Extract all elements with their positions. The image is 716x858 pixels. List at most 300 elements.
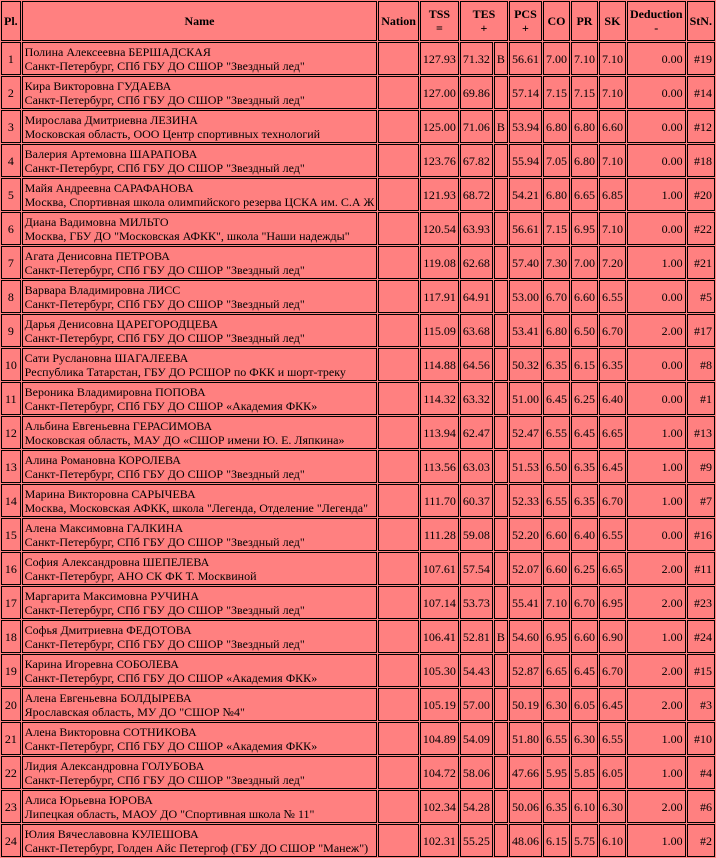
pr-cell: 6.70 [571, 586, 598, 619]
tss-cell: 107.14 [420, 586, 459, 619]
start-number-cell: #11 [687, 552, 715, 585]
deduction-cell: 1.00 [627, 178, 686, 211]
pcs-cell: 52.87 [509, 654, 542, 687]
tss-cell: 127.00 [420, 76, 459, 109]
start-number-cell: #23 [687, 586, 715, 619]
co-cell: 6.35 [543, 790, 570, 823]
pr-cell: 5.75 [571, 824, 598, 857]
tes-mark-cell [494, 790, 508, 823]
sk-cell: 6.30 [599, 790, 626, 823]
skater-club: Санкт-Петербург, СПб ГБУ ДО СШОР "Звездный лед" [24, 330, 305, 345]
deduction-cell: 0.00 [627, 212, 686, 245]
tes-cell: 57.54 [460, 552, 493, 585]
skater-club: Москва, Московская АФКК, школа "Легенда, Отделение "Легенда" [24, 500, 368, 515]
skater-club: Санкт-Петербург, СПб ГБУ ДО СШОР "Звездный лед" [24, 160, 305, 175]
skater-name: София Александровна ШЕПЕЛЕВА [24, 554, 210, 569]
skater-cell [22, 756, 378, 789]
table-row [1, 212, 715, 245]
pr-cell: 6.95 [571, 212, 598, 245]
skater-name: Лидия Александровна ГОЛУБОВА [24, 758, 205, 773]
skater-name: Диана Вадимовна МИЛЬТО [24, 214, 169, 229]
tes-cell: 58.06 [460, 756, 493, 789]
col-header-name: Name [22, 1, 378, 41]
pr-cell: 6.35 [571, 484, 598, 517]
nation-cell [378, 586, 419, 619]
sk-cell: 6.60 [599, 110, 626, 143]
tss-cell: 127.93 [420, 42, 459, 75]
skater-cell [22, 246, 378, 279]
tes-cell: 71.32 [460, 42, 493, 75]
skater-cell [22, 586, 378, 619]
tes-cell: 64.56 [460, 348, 493, 381]
col-header-pcs: PCS + [509, 1, 542, 41]
place-cell: 10 [1, 348, 21, 381]
skater-club: Санкт-Петербург, СПб ГБУ ДО СШОР "Звездный лед" [24, 772, 305, 787]
co-cell: 6.45 [543, 382, 570, 415]
co-cell: 6.80 [543, 314, 570, 347]
pcs-cell: 50.32 [509, 348, 542, 381]
skater-name: Алена Максимовна ГАЛКИНА [24, 520, 184, 535]
pcs-cell: 54.60 [509, 620, 542, 653]
results-body [1, 42, 715, 857]
deduction-cell: 0.00 [627, 42, 686, 75]
pr-cell: 6.50 [571, 314, 598, 347]
tes-mark-cell [494, 416, 508, 449]
sk-cell: 6.55 [599, 518, 626, 551]
tes-mark-cell [494, 450, 508, 483]
skater-club: Санкт-Петербург, СПб ГБУ ДО СШОР "Звездный лед" [24, 262, 305, 277]
deduction-cell: 1.00 [627, 824, 686, 857]
nation-cell [378, 790, 419, 823]
tss-cell: 107.61 [420, 552, 459, 585]
co-cell: 6.50 [543, 450, 570, 483]
tss-cell: 125.00 [420, 110, 459, 143]
tes-cell: 68.72 [460, 178, 493, 211]
sk-cell: 6.40 [599, 382, 626, 415]
co-cell: 6.65 [543, 654, 570, 687]
tes-mark-cell [494, 552, 508, 585]
table-row [1, 144, 715, 177]
table-row [1, 790, 715, 823]
tss-cell: 105.30 [420, 654, 459, 687]
pcs-cell: 53.00 [509, 280, 542, 313]
pcs-cell: 55.94 [509, 144, 542, 177]
table-row [1, 518, 715, 551]
skater-name: Карина Игоревна СОБОЛЕВА [24, 656, 179, 671]
pr-cell: 6.65 [571, 178, 598, 211]
tss-cell: 117.91 [420, 280, 459, 313]
start-number-cell: #18 [687, 144, 715, 177]
tes-cell: 53.73 [460, 586, 493, 619]
skater-cell [22, 76, 378, 109]
skater-cell [22, 620, 378, 653]
tes-cell: 54.43 [460, 654, 493, 687]
tss-cell: 119.08 [420, 246, 459, 279]
deduction-cell: 2.00 [627, 688, 686, 721]
tes-cell: 57.00 [460, 688, 493, 721]
deduction-cell: 0.00 [627, 144, 686, 177]
table-row [1, 246, 715, 279]
nation-cell [378, 178, 419, 211]
skater-club: Санкт-Петербург, СПб ГБУ ДО СШОР "Звездный лед" [24, 92, 305, 107]
skater-cell [22, 790, 378, 823]
skater-club: Московская область, МАУ ДО «СШОР имени Ю. Е. Ляпкина» [24, 432, 345, 447]
start-number-cell: #17 [687, 314, 715, 347]
start-number-cell: #4 [687, 756, 715, 789]
tes-mark-cell [494, 586, 508, 619]
tes-cell: 69.86 [460, 76, 493, 109]
start-number-cell: #14 [687, 76, 715, 109]
sk-cell: 6.55 [599, 280, 626, 313]
col-header-sk: SK [599, 1, 626, 41]
start-number-cell: #2 [687, 824, 715, 857]
place-cell: 15 [1, 518, 21, 551]
start-number-cell: #3 [687, 688, 715, 721]
deduction-cell: 1.00 [627, 484, 686, 517]
pcs-cell: 51.00 [509, 382, 542, 415]
pr-cell: 6.60 [571, 620, 598, 653]
sk-cell: 7.10 [599, 212, 626, 245]
pcs-cell: 57.40 [509, 246, 542, 279]
pcs-cell: 55.41 [509, 586, 542, 619]
co-cell: 6.70 [543, 280, 570, 313]
tes-mark-cell [494, 688, 508, 721]
tes-mark-cell [494, 722, 508, 755]
header-row [1, 1, 715, 41]
nation-cell [378, 722, 419, 755]
co-cell: 6.60 [543, 518, 570, 551]
co-cell: 6.80 [543, 110, 570, 143]
sk-cell: 7.10 [599, 144, 626, 177]
skater-cell [22, 382, 378, 415]
deduction-cell: 1.00 [627, 620, 686, 653]
skater-name: Алина Романовна КОРОЛЕВА [24, 452, 181, 467]
col-header-tss: TSS = [420, 1, 459, 41]
deduction-cell: 1.00 [627, 722, 686, 755]
nation-cell [378, 76, 419, 109]
skater-cell [22, 654, 378, 687]
place-cell: 4 [1, 144, 21, 177]
tes-cell: 60.37 [460, 484, 493, 517]
table-row [1, 348, 715, 381]
deduction-cell: 0.00 [627, 76, 686, 109]
deduction-cell: 0.00 [627, 280, 686, 313]
start-number-cell: #20 [687, 178, 715, 211]
tes-mark-cell: B [494, 110, 508, 143]
skater-club: Санкт-Петербург, СПб ГБУ ДО СШОР «Академия ФКК» [24, 670, 318, 685]
place-cell: 9 [1, 314, 21, 347]
co-cell: 7.15 [543, 212, 570, 245]
deduction-cell: 1.00 [627, 416, 686, 449]
pcs-cell: 51.80 [509, 722, 542, 755]
tss-cell: 106.41 [420, 620, 459, 653]
sk-cell: 6.45 [599, 688, 626, 721]
tss-cell: 114.88 [420, 348, 459, 381]
pr-cell: 6.15 [571, 348, 598, 381]
table-row [1, 76, 715, 109]
nation-cell [378, 416, 419, 449]
tss-cell: 115.09 [420, 314, 459, 347]
pr-cell: 6.25 [571, 552, 598, 585]
deduction-cell: 0.00 [627, 382, 686, 415]
co-cell: 6.55 [543, 416, 570, 449]
place-cell: 1 [1, 42, 21, 75]
pr-cell: 5.85 [571, 756, 598, 789]
skater-club: Санкт-Петербург, СПб ГБУ ДО СШОР "Звездный лед" [24, 636, 305, 651]
tss-cell: 123.76 [420, 144, 459, 177]
tes-cell: 63.03 [460, 450, 493, 483]
start-number-cell: #22 [687, 212, 715, 245]
sk-cell: 6.65 [599, 416, 626, 449]
skater-cell [22, 824, 378, 857]
pr-cell: 6.80 [571, 110, 598, 143]
tes-mark-cell [494, 314, 508, 347]
nation-cell [378, 144, 419, 177]
skater-name: Дарья Денисовна ЦАРЕГОРОДЦЕВА [24, 316, 219, 331]
start-number-cell: #13 [687, 416, 715, 449]
pr-cell: 6.30 [571, 722, 598, 755]
nation-cell [378, 620, 419, 653]
skater-cell [22, 212, 378, 245]
skater-cell [22, 484, 378, 517]
deduction-cell: 2.00 [627, 654, 686, 687]
col-header-start-number: StN. [687, 1, 715, 41]
skater-cell [22, 110, 378, 143]
skater-club: Санкт-Петербург, СПб ГБУ ДО СШОР "Звездный лед" [24, 58, 305, 73]
pr-cell: 6.45 [571, 416, 598, 449]
skater-club: Липецкая область, МАОУ ДО "Спортивная школа № 11" [24, 806, 315, 821]
place-cell: 19 [1, 654, 21, 687]
col-header-pr: PR [571, 1, 598, 41]
pcs-cell: 53.41 [509, 314, 542, 347]
pr-cell: 6.05 [571, 688, 598, 721]
start-number-cell: #1 [687, 382, 715, 415]
place-cell: 13 [1, 450, 21, 483]
pcs-cell: 48.06 [509, 824, 542, 857]
place-cell: 16 [1, 552, 21, 585]
deduction-cell: 2.00 [627, 314, 686, 347]
table-row [1, 416, 715, 449]
sk-cell: 7.10 [599, 42, 626, 75]
deduction-cell: 1.00 [627, 756, 686, 789]
nation-cell [378, 314, 419, 347]
place-cell: 6 [1, 212, 21, 245]
skater-name: Мирослава Дмитриевна ЛЕЗИНА [24, 112, 198, 127]
tes-mark-cell: B [494, 620, 508, 653]
sk-cell: 6.70 [599, 654, 626, 687]
skater-name: Валерия Артемовна ШАРАПОВА [24, 146, 198, 161]
tes-cell: 64.91 [460, 280, 493, 313]
nation-cell [378, 756, 419, 789]
start-number-cell: #19 [687, 42, 715, 75]
place-cell: 12 [1, 416, 21, 449]
sk-cell: 6.65 [599, 552, 626, 585]
deduction-cell: 2.00 [627, 552, 686, 585]
tes-cell: 67.82 [460, 144, 493, 177]
co-cell: 7.05 [543, 144, 570, 177]
skater-club: Санкт-Петербург, СПб ГБУ ДО СШОР "Звездный лед" [24, 466, 305, 481]
co-cell: 6.30 [543, 688, 570, 721]
deduction-cell: 0.00 [627, 518, 686, 551]
co-cell: 6.95 [543, 620, 570, 653]
nation-cell [378, 484, 419, 517]
table-row [1, 586, 715, 619]
pr-cell: 6.35 [571, 450, 598, 483]
start-number-cell: #6 [687, 790, 715, 823]
tes-mark-cell [494, 824, 508, 857]
table-row [1, 42, 715, 75]
tss-cell: 111.28 [420, 518, 459, 551]
place-cell: 3 [1, 110, 21, 143]
start-number-cell: #8 [687, 348, 715, 381]
nation-cell [378, 246, 419, 279]
skater-cell [22, 42, 378, 75]
co-cell: 7.10 [543, 586, 570, 619]
co-cell: 6.15 [543, 824, 570, 857]
tes-mark-cell [494, 280, 508, 313]
sk-cell: 6.70 [599, 314, 626, 347]
skater-cell [22, 144, 378, 177]
start-number-cell: #15 [687, 654, 715, 687]
pcs-cell: 52.47 [509, 416, 542, 449]
tes-cell: 55.25 [460, 824, 493, 857]
tes-mark-cell [494, 484, 508, 517]
skater-cell [22, 178, 378, 211]
skater-cell [22, 722, 378, 755]
nation-cell [378, 42, 419, 75]
start-number-cell: #24 [687, 620, 715, 653]
place-cell: 5 [1, 178, 21, 211]
skater-club: Санкт-Петербург, АНО СК ФК Т. Москвиной [24, 568, 257, 583]
skater-name: Варвара Владимировна ЛИСС [24, 282, 181, 297]
pcs-cell: 53.94 [509, 110, 542, 143]
sk-cell: 7.10 [599, 76, 626, 109]
col-header-co: CO [543, 1, 570, 41]
tss-cell: 113.56 [420, 450, 459, 483]
skater-cell [22, 688, 378, 721]
skater-name: Маргарита Максимовна РУЧИНА [24, 588, 200, 603]
pr-cell: 7.00 [571, 246, 598, 279]
tes-mark-cell [494, 756, 508, 789]
sk-cell: 6.35 [599, 348, 626, 381]
skater-club: Москва, ГБУ ДО "Московская АФКК", школа "Наши надежды" [24, 228, 350, 243]
skater-cell [22, 314, 378, 347]
nation-cell [378, 450, 419, 483]
co-cell: 7.00 [543, 42, 570, 75]
start-number-cell: #21 [687, 246, 715, 279]
tes-mark-cell: B [494, 42, 508, 75]
table-row [1, 654, 715, 687]
sk-cell: 7.20 [599, 246, 626, 279]
place-cell: 22 [1, 756, 21, 789]
deduction-cell: 1.00 [627, 246, 686, 279]
tss-cell: 113.94 [420, 416, 459, 449]
co-cell: 7.15 [543, 76, 570, 109]
col-header-nation: Nation [378, 1, 419, 41]
place-cell: 23 [1, 790, 21, 823]
start-number-cell: #10 [687, 722, 715, 755]
col-header-place: Pl. [1, 1, 21, 41]
tss-cell: 102.34 [420, 790, 459, 823]
place-cell: 14 [1, 484, 21, 517]
pcs-cell: 51.53 [509, 450, 542, 483]
skater-name: Альбина Евгеньевна ГЕРАСИМОВА [24, 418, 213, 433]
skater-name: Кира Викторовна ГУДАЕВА [24, 78, 172, 93]
nation-cell [378, 348, 419, 381]
nation-cell [378, 110, 419, 143]
pcs-cell: 52.33 [509, 484, 542, 517]
tss-cell: 114.32 [420, 382, 459, 415]
deduction-cell: 2.00 [627, 790, 686, 823]
table-row [1, 688, 715, 721]
skater-club: Москва, Спортивная школа олимпийского резерва ЦСКА им. С.А Ж [24, 194, 375, 209]
pr-cell: 6.10 [571, 790, 598, 823]
place-cell: 8 [1, 280, 21, 313]
skater-name: Юлия Вячеславовна КУЛЕШОВА [24, 826, 199, 841]
deduction-cell: 0.00 [627, 348, 686, 381]
skater-club: Московская область, ООО Центр спортивных технологий [24, 126, 321, 141]
table-row [1, 178, 715, 211]
skater-cell [22, 518, 378, 551]
sk-cell: 6.90 [599, 620, 626, 653]
place-cell: 24 [1, 824, 21, 857]
nation-cell [378, 688, 419, 721]
table-row [1, 824, 715, 857]
skater-cell [22, 348, 378, 381]
skater-name: Алена Викторовна СОТНИКОВА [24, 724, 197, 739]
skater-cell [22, 552, 378, 585]
sk-cell: 6.85 [599, 178, 626, 211]
place-cell: 17 [1, 586, 21, 619]
skater-club: Санкт-Петербург, СПб ГБУ ДО СШОР «Академия ФКК» [24, 398, 318, 413]
place-cell: 18 [1, 620, 21, 653]
tss-cell: 111.70 [420, 484, 459, 517]
skater-club: Санкт-Петербург, СПб ГБУ ДО СШОР "Звездный лед" [24, 602, 305, 617]
skater-cell [22, 450, 378, 483]
co-cell: 5.95 [543, 756, 570, 789]
tss-cell: 121.93 [420, 178, 459, 211]
skater-name: Алиса Юрьевна ЮРОВА [24, 792, 153, 807]
start-number-cell: #7 [687, 484, 715, 517]
skater-name: Майя Андреевна САРАФАНОВА [24, 180, 194, 195]
place-cell: 7 [1, 246, 21, 279]
start-number-cell: #9 [687, 450, 715, 483]
pcs-cell: 47.66 [509, 756, 542, 789]
skater-name: Агата Денисовна ПЕТРОВА [24, 248, 170, 263]
table-row [1, 552, 715, 585]
nation-cell [378, 824, 419, 857]
nation-cell [378, 212, 419, 245]
pcs-cell: 52.20 [509, 518, 542, 551]
pcs-cell: 56.61 [509, 212, 542, 245]
tes-mark-cell [494, 518, 508, 551]
skater-name: Марина Викторовна САРЫЧЕВА [24, 486, 196, 501]
tes-mark-cell [494, 212, 508, 245]
sk-cell: 6.45 [599, 450, 626, 483]
tes-cell: 62.68 [460, 246, 493, 279]
skater-cell [22, 280, 378, 313]
tes-mark-cell [494, 654, 508, 687]
tss-cell: 105.19 [420, 688, 459, 721]
tes-mark-cell [494, 348, 508, 381]
pcs-cell: 56.61 [509, 42, 542, 75]
skater-club: Санкт-Петербург, СПб ГБУ ДО СШОР «Академия ФКК» [24, 738, 318, 753]
pr-cell: 6.45 [571, 654, 598, 687]
table-row [1, 450, 715, 483]
place-cell: 11 [1, 382, 21, 415]
tes-cell: 63.32 [460, 382, 493, 415]
place-cell: 21 [1, 722, 21, 755]
